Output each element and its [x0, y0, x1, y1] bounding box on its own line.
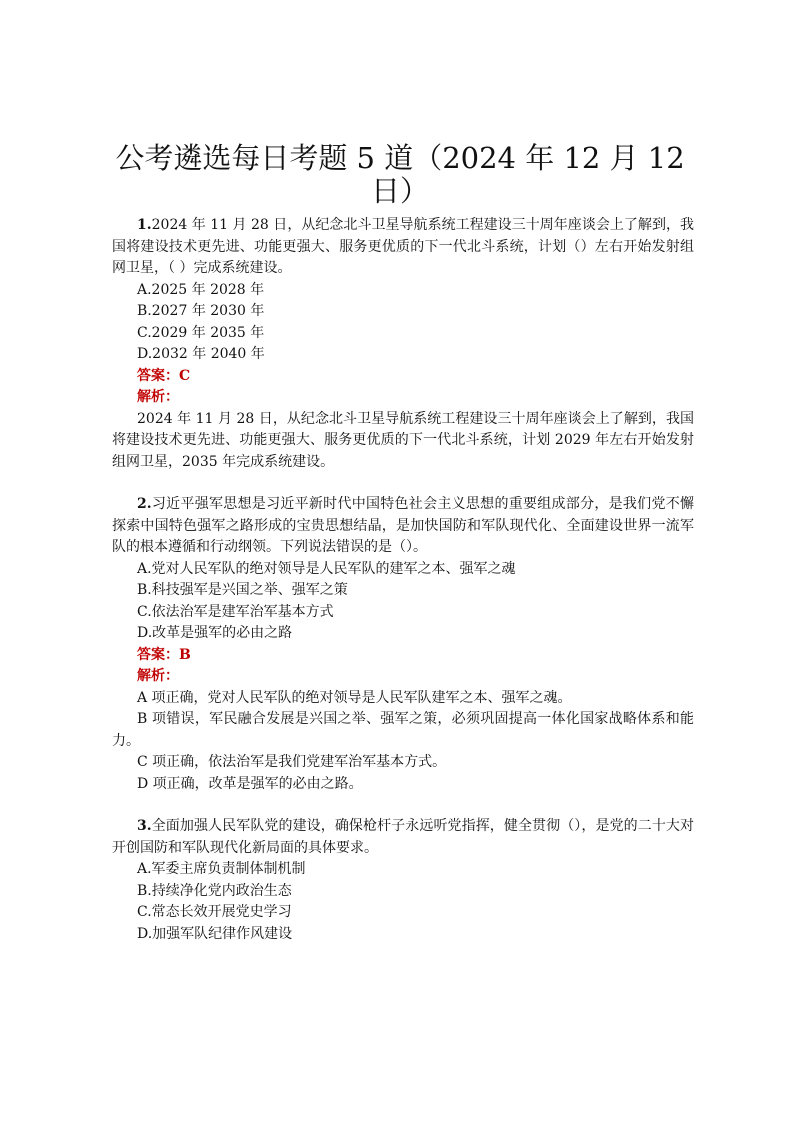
option-d: D.加强军队纪律作风建设 [137, 925, 293, 942]
question-text: 习近平强军思想是习近平新时代中国特色社会主义思想的重要组成部分，是我们党不懈探索中国特色强军之路形成的宝贵思想结晶，是加快国防和军队现代化、全面建设世界一流军队的根本遵循和行动纲领。下列说法错误的是（）。 [112, 496, 694, 555]
option-a: A.军委主席负责制体制机制 [137, 861, 306, 877]
option-d: D.2032 年 2040 年 [137, 346, 265, 362]
option-c: C.2029 年 2035 年 [137, 324, 265, 341]
explanation-line: A 项正确，党对人民军队的绝对领导是人民军队建军之本、强军之魂。 [137, 689, 572, 706]
explanation-line: D 项正确，改革是强军的必由之路。 [137, 775, 363, 792]
question-text: 全面加强人民军队党的建设，确保枪杆子永远听党指挥，健全贯彻（），是党的二十大对开创国防和军队现代化新局面的具体要求。 [112, 818, 694, 856]
question-number: 1. [137, 217, 152, 233]
option-d: D.改革是强军的必由之路 [137, 625, 293, 641]
question-number: 2. [137, 496, 152, 512]
question-stem [112, 215, 694, 280]
page-title: 公考遴选每日考题 5 道（2024 年 12 月 12 日） [115, 141, 685, 208]
option-a: A.党对人民军队的绝对领导是人民军队的建军之本、强军之魂 [137, 560, 516, 577]
question-2 [112, 494, 694, 795]
question-text: 2024 年 11 月 28 日，从纪念北斗卫星导航系统工程建设三十周年座谈会上了解到，我国将建设技术更先进、功能更强大、服务更优质的下一代北斗系统，计划（）左右开始发射组网卫星，（ ）完成系统建设。 [112, 217, 694, 276]
explanation-line: C 项正确，依法治军是我们党建军治军基本方式。 [137, 754, 447, 770]
option-c: C.依法治军是建军治军基本方式 [137, 603, 334, 620]
option-c: C.常态长效开展党史学习 [137, 904, 292, 920]
option-b: B.科技强军是兴国之举、强军之策 [137, 582, 348, 598]
spacer [112, 473, 694, 494]
answer: 答案：B [137, 646, 191, 663]
answer: 答案：C [137, 367, 191, 384]
question-stem [112, 494, 694, 559]
question-1 [112, 215, 694, 473]
question-stem [112, 816, 694, 859]
question-list [112, 215, 694, 945]
option-b: B.2027 年 2030 年 [137, 303, 265, 319]
explanation-line: 2024 年 11 月 28 日，从纪念北斗卫星导航系统工程建设三十周年座谈会上了解到，我国将建设技术更先进、功能更强大、服务更优质的下一代北斗系统，计划 2029 年左右开始发射组网卫星，2035 年完成系统建设。 [112, 410, 694, 470]
explanation-line: B 项错误，军民融合发展是兴国之举、强军之策，必须巩固提高一体化国家战略体系和能力。 [112, 711, 694, 749]
option-a: A.2025 年 2028 年 [137, 281, 265, 298]
question-number: 3. [137, 818, 152, 834]
analysis-label: 解析： [137, 668, 179, 684]
option-b: B.持续净化党内政治生态 [137, 882, 292, 899]
question-3 [112, 816, 694, 945]
spacer [112, 795, 694, 816]
analysis-label: 解析： [137, 389, 179, 405]
